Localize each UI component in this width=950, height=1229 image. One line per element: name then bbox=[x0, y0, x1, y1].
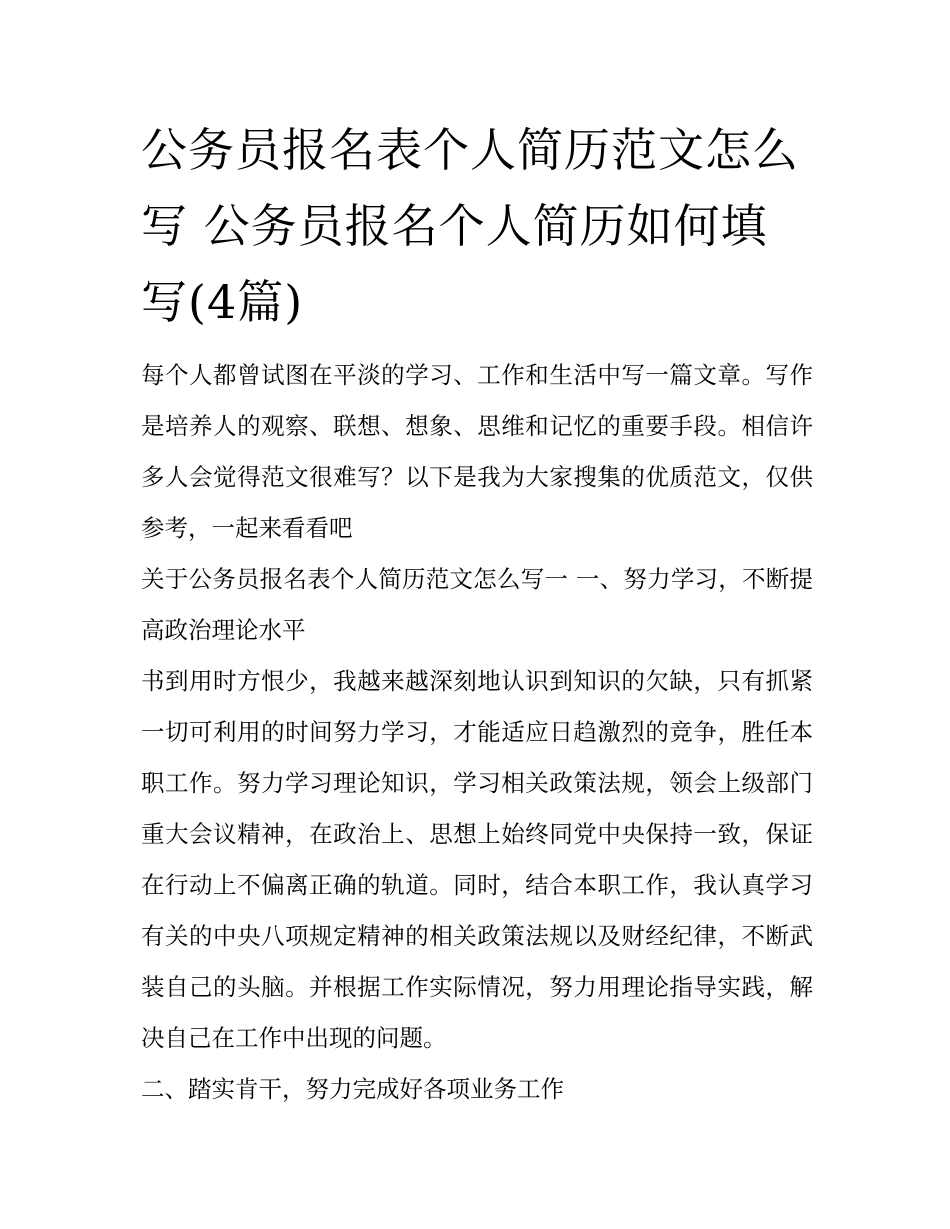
body-paragraph: 书到用时方恨少，我越来越深刻地认识到知识的欠缺，只有抓紧一切可利用的时间努力学习，才能适应日趋激烈的竞争，胜任本职工作。努力学习理论知识，学习相关政策法规，领会上级部门重大会议精神，在政治上、思想上始终同党中央保持一致，保证在行动上不偏离正确的轨道。同时，结合本职工作，我认真学习有关的中央八项规定精神的相关政策法规以及财经纪律，不断武装自己的头脑。并根据工作实际情况，努力用理论指导实践，解决自己在工作中出现的问题。 bbox=[141, 667, 813, 1052]
intro-paragraph: 每个人都曾试图在平淡的学习、工作和生活中写一篇文章。写作是培养人的观察、联想、想象、思维和记忆的重要手段。相信许多人会觉得范文很难写？以下是我为大家搜集的优质范文，仅供参考，一起来看看吧 bbox=[141, 361, 813, 542]
document-title: 公务员报名表个人简历范文怎么写 公务员报名个人简历如何填写(4篇) bbox=[141, 123, 799, 329]
document-page bbox=[141, 112, 813, 1115]
section-heading-paragraph: 关于公务员报名表个人简历范文怎么写一 一、努力学习，不断提高政治理论水平 bbox=[141, 565, 813, 644]
section-heading-2: 二、踏实肯干，努力完成好各项业务工作 bbox=[141, 1075, 564, 1103]
